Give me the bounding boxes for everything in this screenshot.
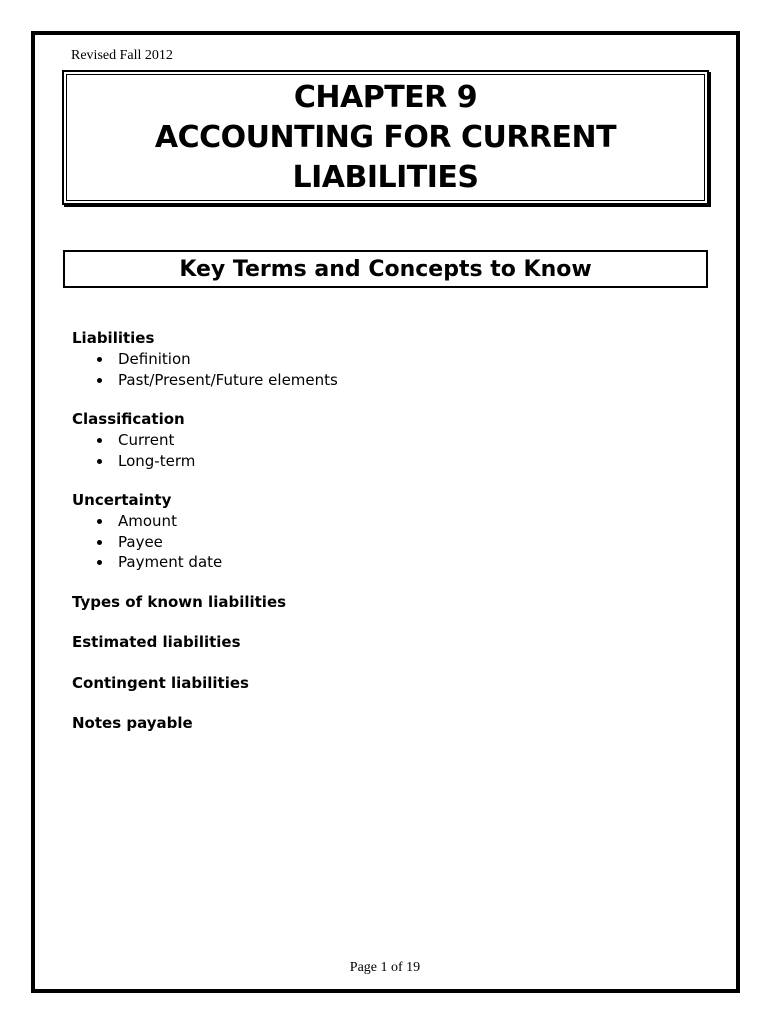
bullet-icon [97,378,102,383]
section-estimated-liabilities [72,632,241,653]
bullet-list [72,511,222,573]
list-item-text: Past/Present/Future elements [118,370,338,389]
list-item [72,349,338,370]
revision-note: Revised Fall 2012 [71,48,173,63]
list-item [72,552,222,573]
list-item-text: Long-term [118,451,196,470]
list-item [72,532,222,553]
bullet-icon [97,459,102,464]
list-item-text: Current [118,431,175,449]
section-contingent-liabilities [72,673,249,694]
section-known-liabilities [72,592,286,613]
section-heading: Notes payable [72,714,193,732]
bullet-icon [97,540,102,545]
chapter-title-line-2: LIABILITIES [292,159,479,195]
section-classification [72,409,195,471]
chapter-title-line-1: ACCOUNTING FOR CURRENT [154,119,617,155]
list-item [72,370,338,391]
section-uncertainty [72,490,222,573]
bullet-icon [97,357,102,362]
section-heading: Classification [72,410,185,428]
section-liabilities [72,328,338,390]
list-item [72,430,195,451]
list-item [72,451,195,472]
list-item-text: Definition [118,350,191,368]
page-number: Page 1 of 19 [349,960,421,975]
chapter-title-box [62,70,709,205]
list-item-text: Payment date [118,553,223,571]
section-heading: Estimated liabilities [72,633,241,651]
section-heading: Liabilities [72,329,155,347]
section-heading: Contingent liabilities [72,674,249,692]
list-item-text: Amount [118,512,177,530]
bullet-icon [97,519,102,524]
list-item [72,511,222,532]
section-heading: Uncertainty [72,491,172,509]
list-item-text: Payee [118,532,163,551]
key-terms-heading: Key Terms and Concepts to Know [63,250,708,288]
chapter-title-inner [66,74,705,201]
bullet-icon [97,438,102,443]
bullet-icon [97,560,102,565]
chapter-number: CHAPTER 9 [293,79,478,115]
bullet-list [72,349,338,390]
section-notes-payable [72,713,193,734]
bullet-list [72,430,195,471]
section-heading: Types of known liabilities [72,593,287,611]
